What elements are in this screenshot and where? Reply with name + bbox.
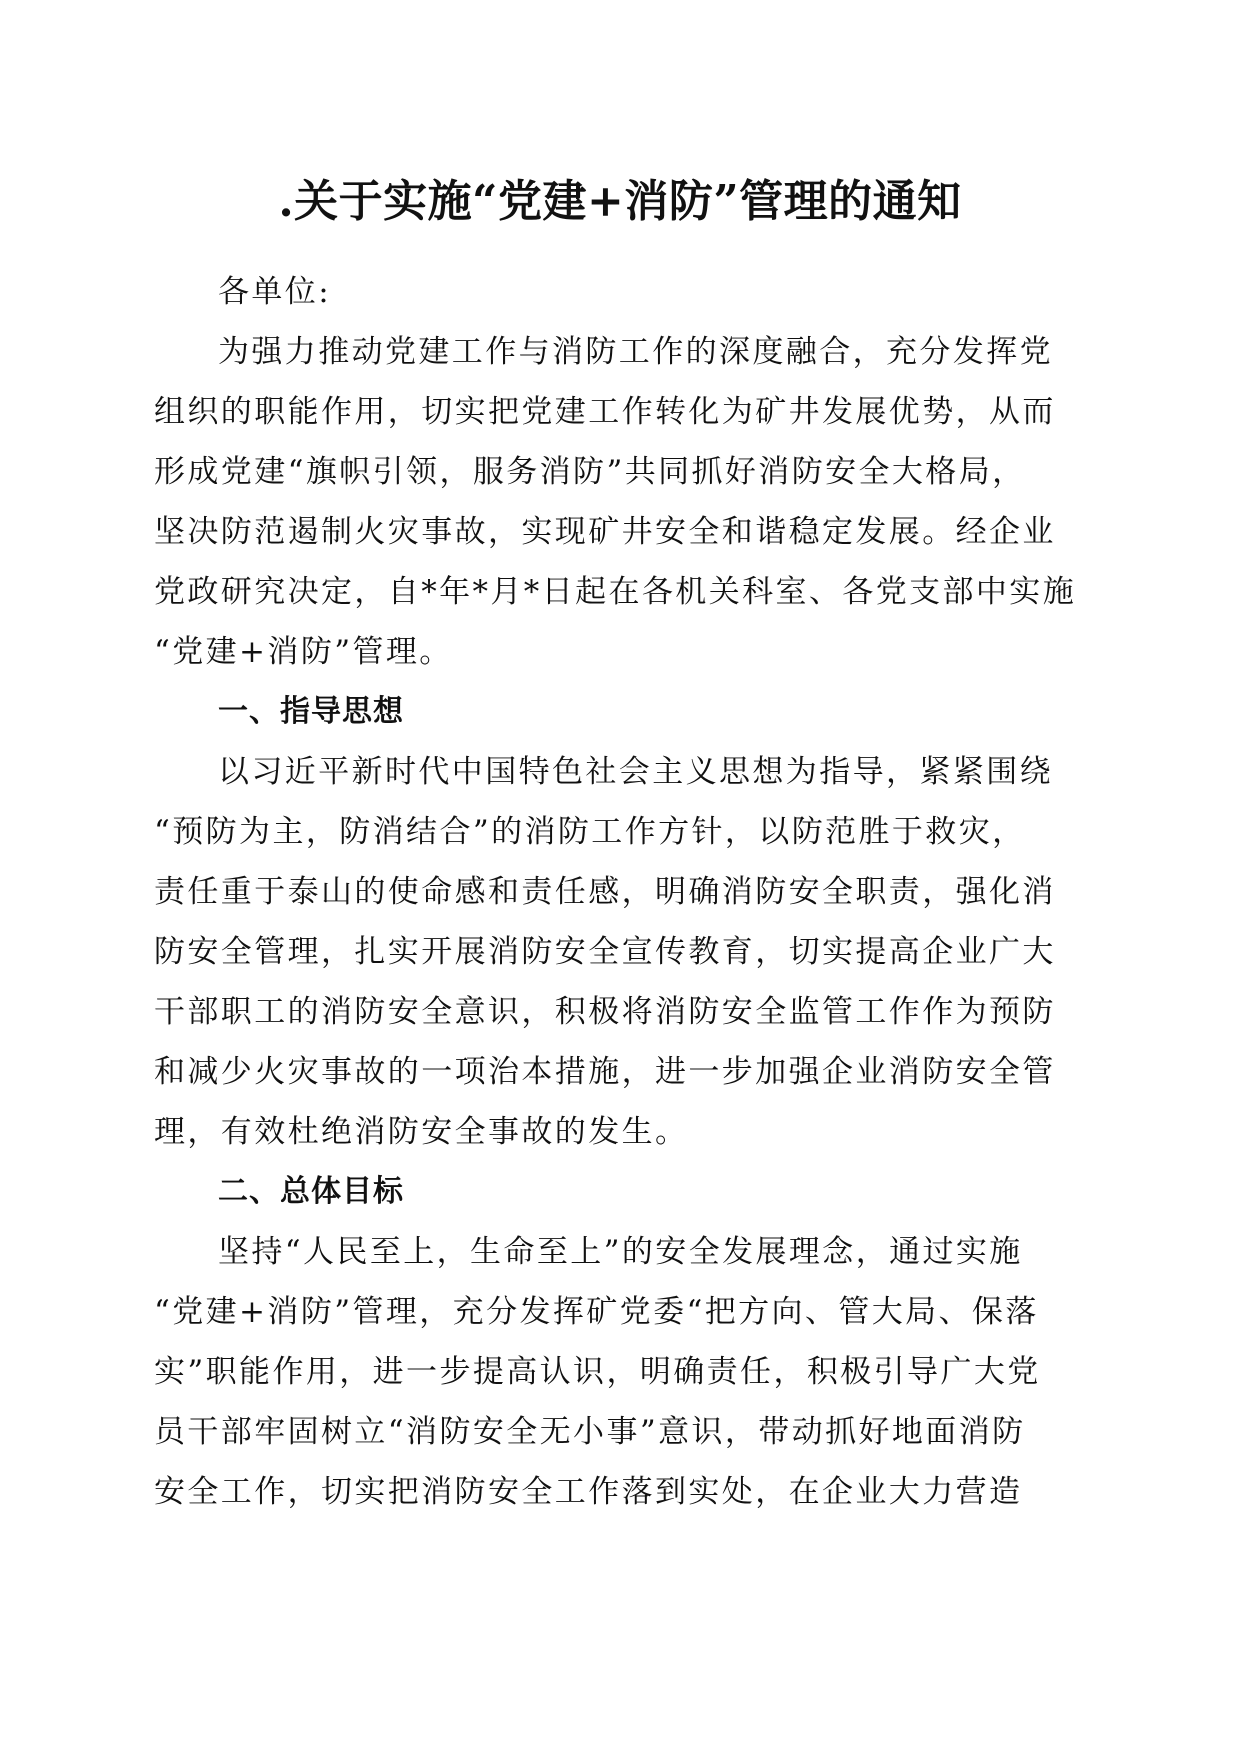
paragraph-line: 为强力推动党建工作与消防工作的深度融合，充分发挥党 (218, 334, 1053, 370)
paragraph-line: 理，有效杜绝消防安全事故的发生。 (154, 1114, 689, 1150)
paragraph-line: “党建+消防”管理，充分发挥矿党委“把方向、管大局、保落 (154, 1294, 1039, 1330)
paragraph-line: “党建+消防”管理。 (154, 634, 453, 670)
section-1-paragraph (154, 742, 1074, 1162)
paragraph-line: “预防为主，防消结合”的消防工作方针，以防范胜于救灾， (154, 814, 1026, 850)
paragraph-line: 员干部牢固树立“消防安全无小事”意识，带动抓好地面消防 (154, 1414, 1026, 1450)
paragraph-line: 坚持“人民至上，生命至上”的安全发展理念，通过实施 (218, 1234, 1023, 1270)
document-title: .关于实施“党建+消防”管理的通知 (278, 176, 962, 227)
paragraph-line: 责任重于泰山的使命感和责任感，明确消防安全职责，强化消 (154, 874, 1056, 910)
paragraph-line: 坚决防范遏制火灾事故，实现矿井安全和谐稳定发展。经企业 (154, 514, 1056, 550)
paragraph-line: 党政研究决定，自*年*月*日起在各机关科室、各党支部中实施 (154, 574, 1077, 610)
paragraph-line: 形成党建“旗帜引领，服务消防”共同抓好消防安全大格局， (154, 454, 1026, 490)
salutation: 各单位: (218, 274, 332, 310)
paragraph-line: 组织的职能作用，切实把党建工作转化为矿井发展优势，从而 (154, 394, 1056, 430)
document-body (154, 262, 1077, 1522)
paragraph-line: 和减少火灾事故的一项治本措施，进一步加强企业消防安全管 (154, 1054, 1056, 1090)
section-2-paragraph (154, 1222, 1074, 1522)
intro-paragraph (154, 322, 1077, 682)
section-heading-guiding-ideology: 一、指导思想 (218, 694, 404, 729)
section-heading-overall-goal: 二、总体目标 (218, 1174, 404, 1209)
paragraph-line: 以习近平新时代中国特色社会主义思想为指导，紧紧围绕 (218, 754, 1053, 790)
paragraph-line: 安全工作，切实把消防安全工作落到实处，在企业大力营造 (154, 1474, 1023, 1510)
paragraph-line: 干部职工的消防安全意识，积极将消防安全监管工作作为预防 (154, 994, 1056, 1030)
paragraph-line: 实”职能作用，进一步提高认识，明确责任，积极引导广大党 (154, 1354, 1041, 1390)
paragraph-line: 防安全管理，扎实开展消防安全宣传教育，切实提高企业广大 (154, 934, 1056, 970)
